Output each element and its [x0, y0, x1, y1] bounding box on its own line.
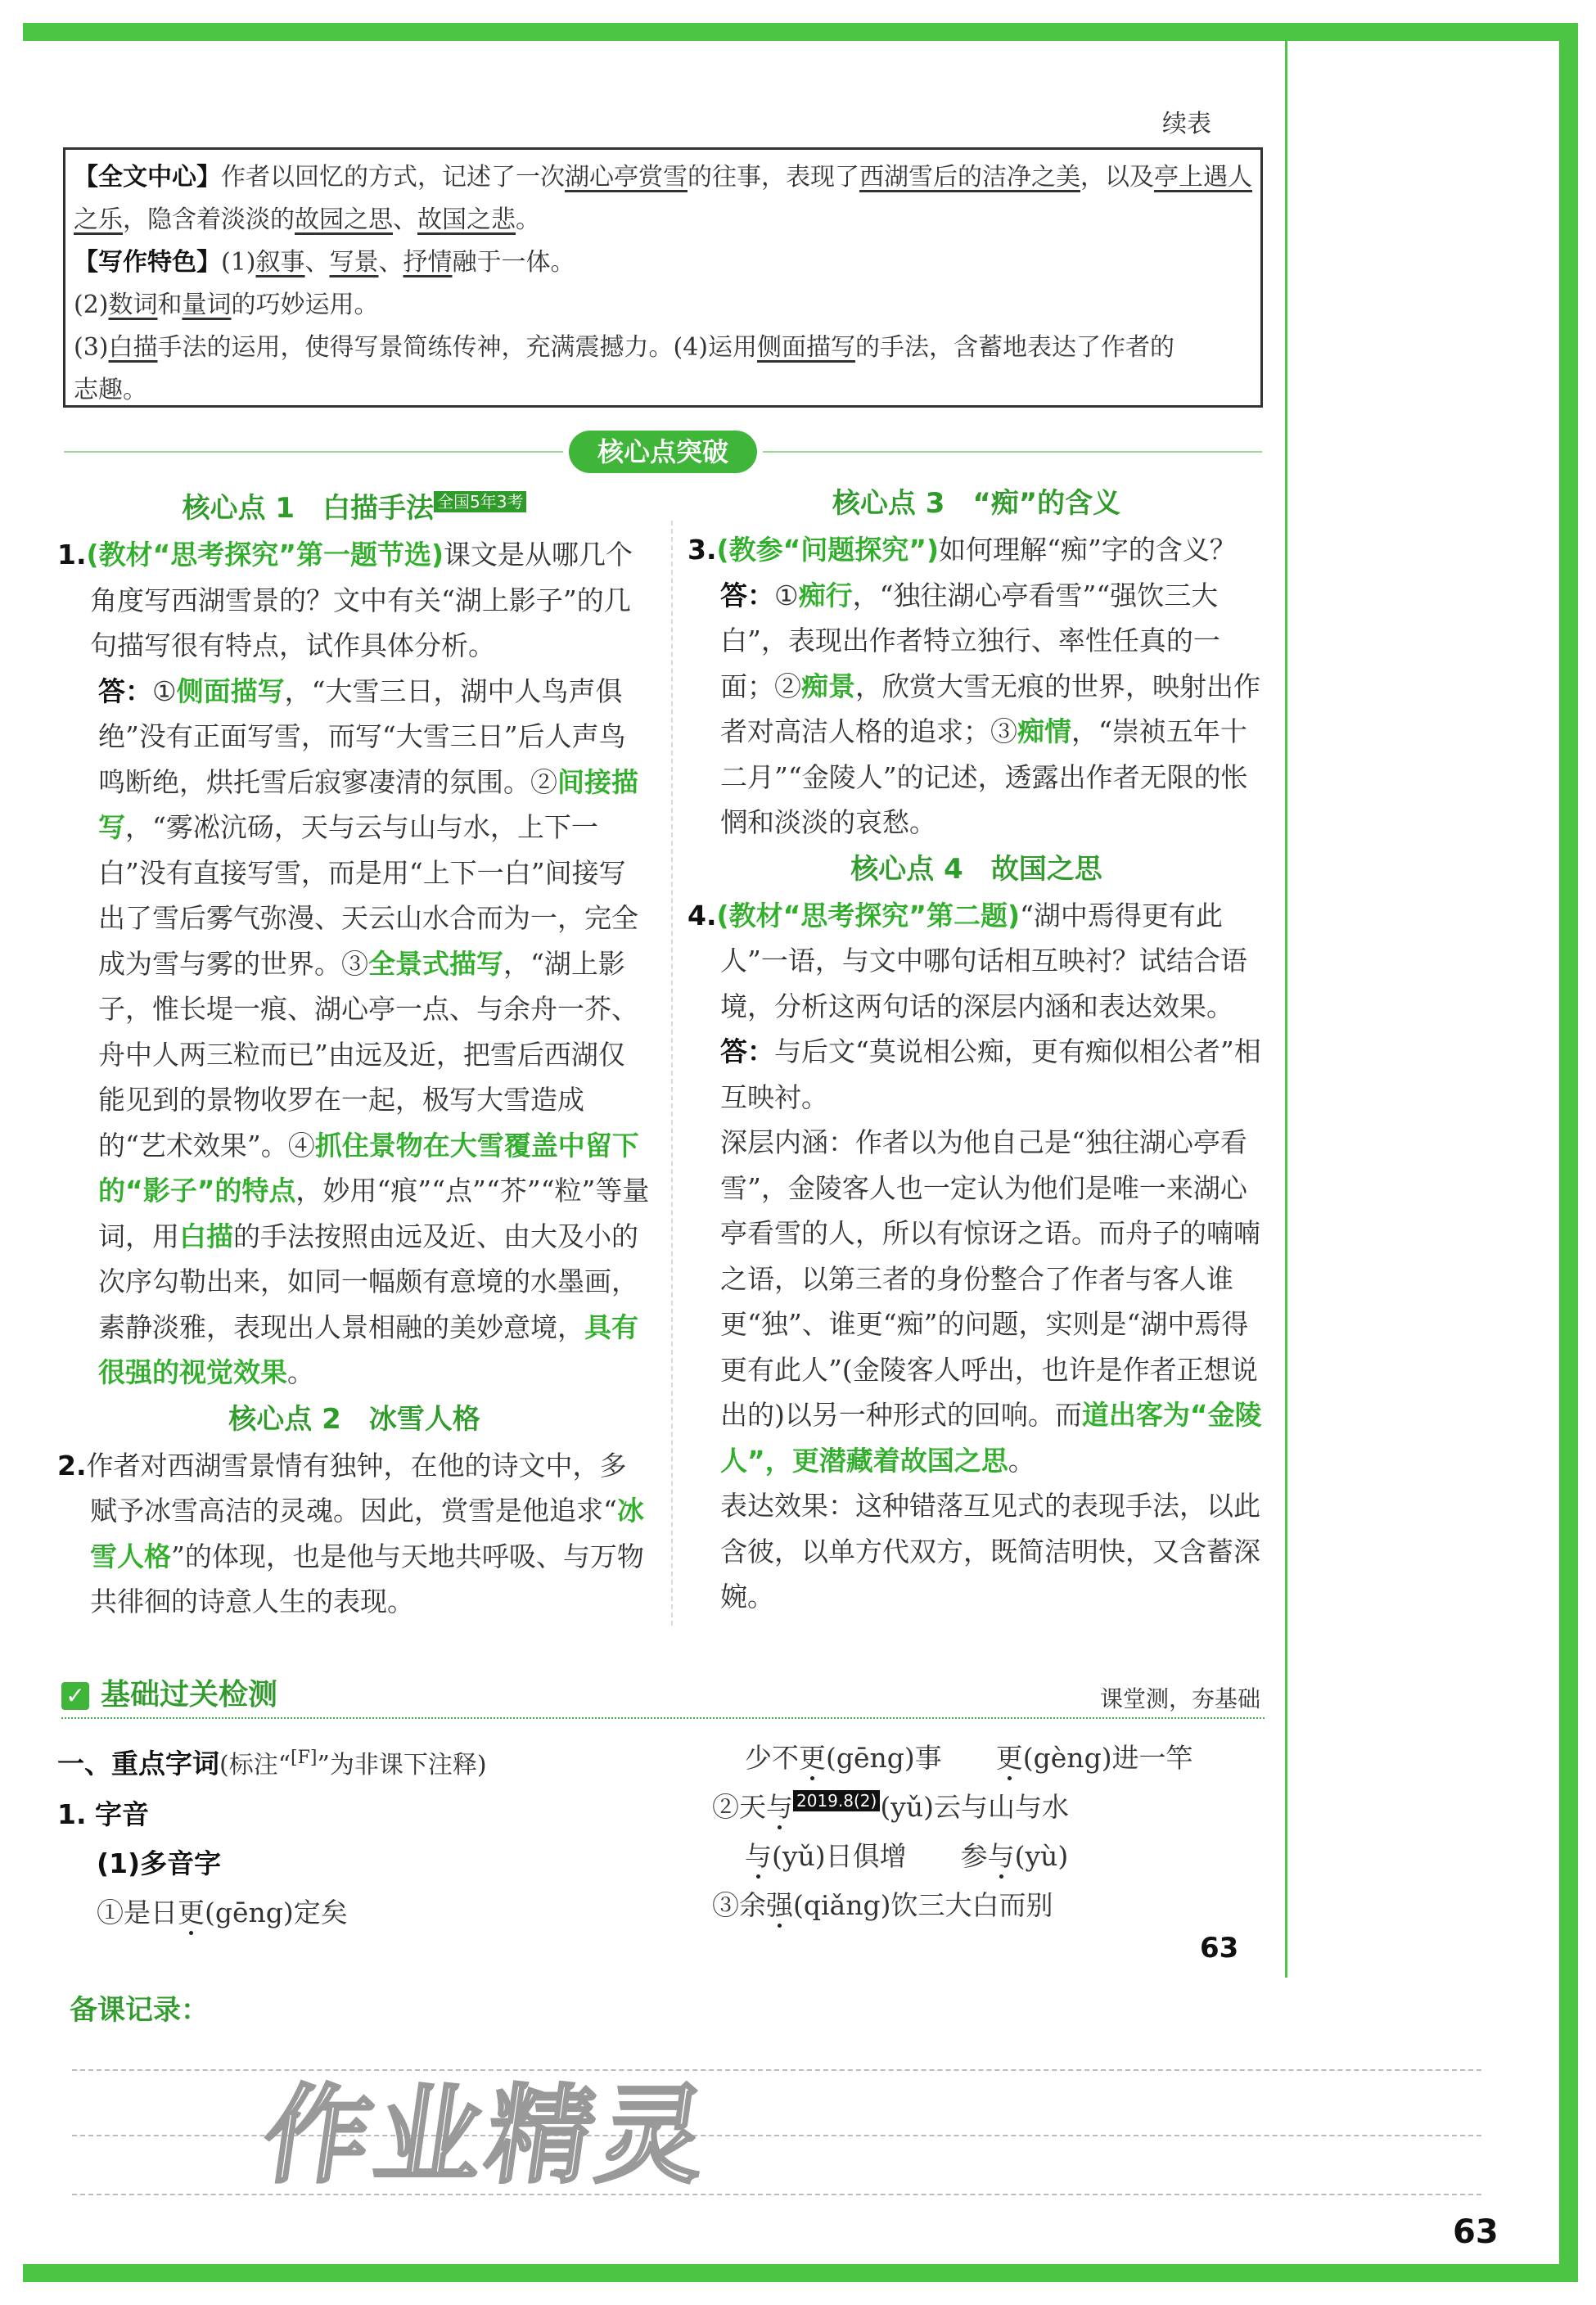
answer-4-effect: [688, 1483, 1265, 1620]
text: ②天: [712, 1791, 766, 1823]
text: ①是日: [97, 1897, 178, 1928]
part-1-heading: [57, 1734, 663, 1790]
text: ，“独往湖心亭看雪”“强饮三大白”，表现出作者特立独行、率性任真的一面；②: [720, 579, 1220, 702]
reading-4: [712, 1832, 1269, 1881]
answer-3: [688, 573, 1265, 846]
basic-check-subtitle: 课堂测，夯基础: [1099, 1685, 1260, 1712]
underlined-text: 故国之悲: [417, 205, 516, 234]
dotted-char: 与: [745, 1840, 772, 1872]
text: 志趣。: [74, 376, 147, 404]
features-label: 【写作特色】: [74, 248, 221, 277]
question-text: 如何理解“痴”字的含义？: [939, 534, 1237, 566]
answer-label: 答：: [720, 579, 774, 611]
question-2: [57, 1443, 651, 1625]
text: 。: [1008, 1444, 1035, 1477]
text: (gèng)进一竿: [1022, 1742, 1193, 1774]
text: 的巧妙运用。: [231, 291, 379, 319]
text: 。: [287, 1356, 314, 1388]
summary-box: [63, 147, 1263, 408]
text: 的手法，含蓄地表达了作者的: [855, 333, 1174, 362]
text: 少不: [745, 1742, 799, 1774]
underlined-text: 之乐: [74, 205, 123, 234]
question-number: 3.: [688, 534, 717, 566]
underlined-text: 亭上遇人: [1154, 163, 1252, 192]
key-phrase: 冰雪人格: [90, 1495, 644, 1572]
underlined-text: 数词: [108, 291, 158, 319]
text: (yǔ)日俱增: [772, 1840, 907, 1872]
core-point-4-heading: 核心点 4 故国之思: [850, 852, 1102, 886]
basic-right-column: [712, 1734, 1269, 1930]
text: ，“雾凇沆砀，天与云与山与水，上下一白”没有直接写雪，而是用“上下一白”间接写出了雪后雾气弥漫、天云山水合而为一，完全成为雪与雾的世界。③: [98, 811, 638, 980]
underlined-text: 故园之思: [295, 205, 393, 234]
reading-2: [712, 1734, 1269, 1783]
key-phrase: 道出客为“金陵人”，更潜藏着故国之思: [720, 1399, 1262, 1477]
left-column: [57, 485, 651, 1625]
text: 、: [304, 248, 330, 277]
text: 的手法按照由远及近、由大及小的次序勾勒出来，如同一幅颇有意境的水墨画，素静淡雅，表现出人景相融的美妙意境，: [98, 1220, 638, 1343]
text: ①: [152, 674, 177, 707]
text: (3): [74, 333, 109, 362]
summary-line-5: [74, 327, 1252, 369]
text: ③余: [712, 1889, 766, 1921]
exam-tag: 全国5年3考: [434, 491, 526, 512]
text: 和: [157, 291, 183, 319]
pill-line-left: [64, 451, 563, 453]
checkmark-icon: ✓: [61, 1682, 89, 1710]
text: 参: [960, 1840, 988, 1872]
text: 的往事，表现了: [688, 163, 859, 192]
text: ，“湖上影子，惟长堤一痕、湖心亭一点、与余舟一芥、舟中人两三粒而已”由远及近，把雪后西湖仅能见到的景物收罗在一起，极写大雪造成的“艺术效果”。④: [98, 947, 638, 1162]
underlined-text: 叙事: [255, 248, 305, 277]
part-note: (标注“: [219, 1751, 291, 1779]
key-phrase: 全景式描写: [368, 947, 503, 980]
watermark-text: 作业精灵: [255, 2073, 719, 2198]
summary-line-1: [74, 156, 1252, 199]
green-border-bottom: [23, 2264, 1578, 2282]
basic-check-title: 基础过关检测: [101, 1678, 278, 1712]
question-text: “湖中焉得更有此人”一语，与文中哪句话相互映衬？试结合语境，分析这两句话的深层内涵和表达效果。: [720, 899, 1247, 1022]
underlined-text: 白描: [108, 333, 158, 362]
question-1: [57, 532, 651, 669]
sub-label: (1)多音字: [97, 1847, 222, 1879]
key-phrase: 白描: [179, 1220, 233, 1252]
key-phrase: 侧面描写: [176, 674, 285, 707]
green-border-right: [1559, 23, 1578, 2282]
text: ①: [774, 579, 799, 611]
page-number: 63: [1453, 2213, 1499, 2251]
key-phrase: 抓住景物在大雪覆盖中留下的“影子”的特点: [98, 1129, 639, 1207]
basic-check-heading: [61, 1671, 277, 1713]
question-source: (教材“思考探究”第一题节选): [86, 539, 444, 571]
text: (gēng)事: [826, 1742, 942, 1774]
pill-line-right: [763, 451, 1262, 453]
question-source: (教材“思考探究”第二题): [716, 899, 1021, 931]
dotted-char: 与: [987, 1840, 1015, 1872]
notes-label: 备课记录：: [70, 1994, 209, 2027]
green-border-top: [23, 23, 1578, 41]
underlined-text: 侧面描写: [757, 333, 855, 362]
question-4: [688, 893, 1265, 1030]
text: (2): [74, 291, 109, 319]
dotted-char: 与: [766, 1791, 793, 1823]
text: 作者对西湖雪景情有独钟，在他的诗文中，多赋予冰雪高洁的灵魂。因此，赏雪是他追求“: [86, 1449, 627, 1527]
text: ，“大雪三日，湖中人鸟声俱绝”没有正面写雪，而写“大雪三日”后人声鸟鸣断绝，烘托雪后寂寥凄清的氛围。②: [98, 674, 626, 798]
dotted-char: 更: [995, 1742, 1023, 1774]
key-phrase: 痴景: [801, 670, 855, 702]
text: 、: [378, 248, 404, 277]
question-source: (教参“问题探究”): [716, 534, 940, 566]
key-phrase: 痴行: [798, 579, 853, 611]
core-point-1-heading: [57, 485, 651, 532]
question-number: 1.: [57, 539, 87, 571]
continued-label: 续表: [1162, 110, 1211, 138]
text: ，“崇祯五年十二月”“金陵人”的记述，透露出作者无限的怅惘和淡淡的哀愁。: [720, 715, 1248, 838]
summary-line-2: [74, 199, 1252, 241]
answer-label: 答：: [720, 1035, 774, 1067]
question-3: [688, 527, 1265, 573]
question-number: 2.: [57, 1449, 87, 1482]
text: (gēng)定矣: [205, 1897, 348, 1928]
column-divider: [671, 521, 673, 1626]
reading-5: [712, 1881, 1269, 1930]
question-text: 课文是从哪几个角度写西湖雪景的？文中有关“湖上影子”的几句描写很有特点，试作具体分析。: [90, 539, 633, 661]
summary-line-6: [74, 369, 1252, 412]
text: 深层内涵：作者以为他自己是“独往湖心亭看雪”，金陵客人也一定认为他们是唯一来湖心亭看雪的人，所以有惊讶之语。而舟子的喃喃之语，以第三者的身份整合了作者与客人谁更“独”、谁更“痴”的问题，实则是“湖中焉得更有此人”(金陵客人呼出，也许是作者正想说出的)以另一种形式的回响。而: [720, 1126, 1260, 1431]
text: (1): [221, 248, 256, 277]
answer-4-deep-meaning: [688, 1120, 1265, 1483]
text: ，以及: [1080, 163, 1154, 192]
text: (qiǎng)饮三大白而别: [793, 1889, 1053, 1921]
underlined-text: 西湖雪后的洁净之美: [859, 163, 1080, 192]
core-point-2-heading: 核心点 2 冰雪人格: [228, 1402, 480, 1436]
dotted-char: 更: [178, 1897, 205, 1928]
text: 融于一体。: [452, 248, 575, 277]
key-phrase: 具有很强的视觉效果: [98, 1310, 638, 1388]
part-title: 一、重点字词: [57, 1748, 219, 1779]
item-1-heading: [57, 1790, 663, 1839]
text: ，欣赏大雪无痕的世界，映射出作者对高洁人格的追求；③: [720, 670, 1260, 747]
part-note: ”为非课下注释): [317, 1751, 487, 1779]
exam-tag: 2019.8(2): [793, 1790, 880, 1811]
dotted-char: 强: [766, 1889, 793, 1921]
text: 手法的运用，使得写景简练传神，充满震撼力。(4)运用: [157, 333, 757, 362]
underlined-text: 抒情: [403, 248, 453, 277]
text: ”的体现，也是他与天地共呼吸、与万物共徘徊的诗意人生的表现。: [90, 1540, 644, 1617]
section-title-pill: 核心点突破: [569, 431, 757, 473]
inner-page-number: 63: [1200, 1932, 1239, 1964]
text: (yǔ)云与山与水: [880, 1791, 1069, 1823]
underlined-text: 量词: [182, 291, 232, 319]
answer-label: 答：: [98, 674, 152, 707]
key-phrase: 间接描写: [98, 765, 638, 843]
center-label: 【全文中心】: [74, 163, 221, 192]
text: 。: [516, 205, 540, 234]
basic-check-divider: [61, 1717, 1265, 1719]
text: 、: [393, 205, 417, 234]
summary-line-4: [74, 284, 1252, 327]
summary-line-3: [74, 241, 1252, 284]
reading-3: [712, 1783, 1269, 1832]
text: 与后文“莫说相公痴，更有痴似相公者”相互映衬。: [720, 1035, 1261, 1113]
question-number: 4.: [688, 899, 717, 931]
item-1-sub: [57, 1839, 663, 1888]
heading-text: 核心点 1 白描手法: [182, 492, 435, 525]
reading-1: [57, 1888, 663, 1937]
core-point-3-heading: 核心点 3 “痴”的含义: [832, 487, 1121, 520]
text: ，隐含着淡淡的: [123, 205, 295, 234]
answer-1: [57, 669, 651, 1396]
underlined-text: 湖心亭赏雪: [565, 163, 688, 192]
f-mark: [F]: [291, 1748, 318, 1768]
item-label: 字音: [95, 1798, 149, 1830]
item-number: 1.: [57, 1798, 87, 1830]
answer-4: [688, 1029, 1265, 1120]
basic-left-column: [57, 1734, 663, 1937]
key-phrase: 痴情: [1017, 715, 1071, 747]
text: (yù): [1014, 1840, 1069, 1872]
text: ，妙用“痕”“点”“芥”“粒”等量词，用: [98, 1175, 650, 1252]
text: 表达效果：这种错落互见式的表现手法，以此含彼，以单方代双方，既简洁明快，又含蓄深婉。: [720, 1490, 1260, 1613]
text: 作者以回忆的方式，记述了一次: [221, 163, 565, 192]
dotted-char: 更: [799, 1742, 826, 1774]
right-column: [688, 480, 1265, 1620]
underlined-text: 写景: [329, 248, 379, 277]
